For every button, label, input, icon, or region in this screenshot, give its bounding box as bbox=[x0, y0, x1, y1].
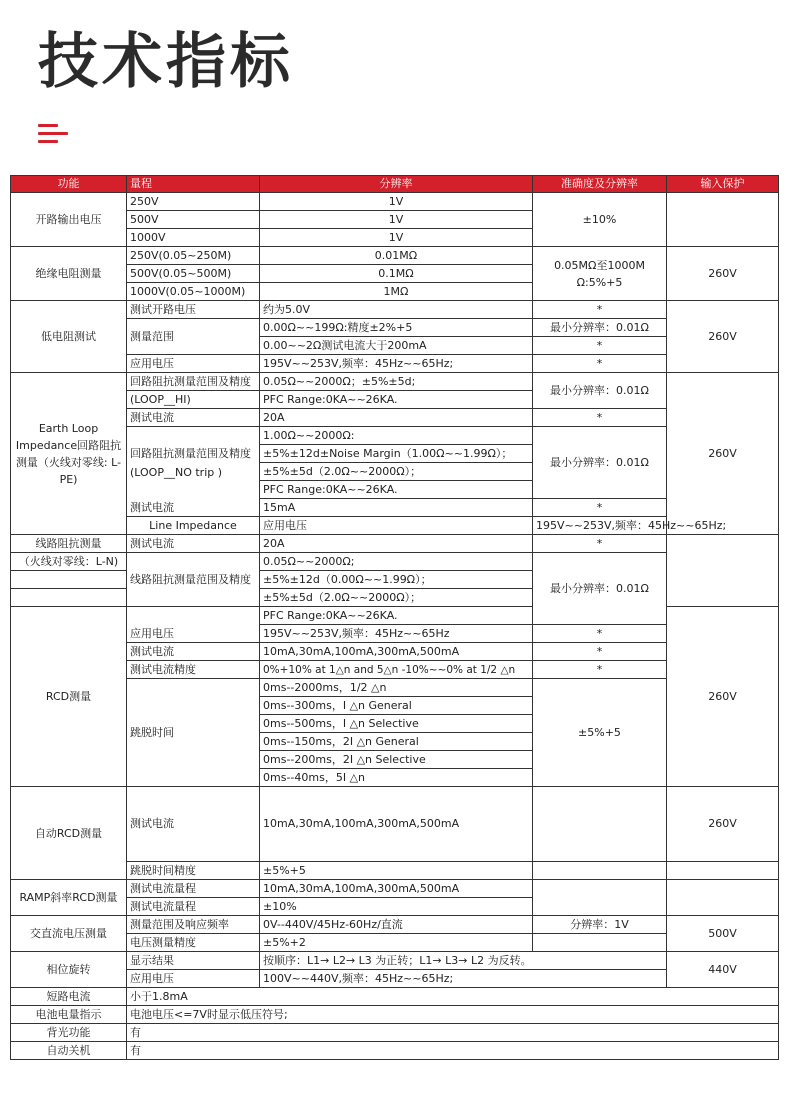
resolution-cell: 1MΩ bbox=[260, 283, 533, 301]
protection-cell: 260V bbox=[667, 787, 779, 862]
range-cell: 跳脱时间 bbox=[127, 679, 260, 787]
range-cell: 应用电压 bbox=[127, 970, 260, 988]
range-cell: (LOOP__HI) bbox=[127, 391, 260, 409]
resolution-cell: 1V bbox=[260, 229, 533, 247]
resolution-cell: PFC Range:0KA~~26KA. bbox=[260, 607, 533, 625]
resolution-cell: 10mA,30mA,100mA,300mA,500mA bbox=[260, 643, 533, 661]
accuracy-cell: * bbox=[533, 499, 667, 517]
protection-cell bbox=[667, 880, 779, 916]
table-row bbox=[11, 787, 779, 862]
resolution-cell: 0ms--300ms，I △n General bbox=[260, 697, 533, 715]
function-cell: 交直流电压测量 bbox=[11, 916, 127, 952]
accuracy-line: 0.05MΩ至1000M bbox=[554, 258, 645, 272]
range-cell: 测量范围 bbox=[127, 319, 260, 355]
table-row bbox=[11, 553, 779, 571]
range-cell: 测试电流 bbox=[127, 535, 260, 553]
resolution-cell: ±10% bbox=[260, 898, 533, 916]
value-cell: 小于1.8mA bbox=[127, 988, 779, 1006]
resolution-cell: 0ms--150ms，2I △n General bbox=[260, 733, 533, 751]
resolution-cell: ±5%±5d（2.0Ω~~2000Ω）； bbox=[260, 589, 533, 607]
resolution-cell: ±5%+2 bbox=[260, 934, 533, 952]
range-cell: 应用电压 bbox=[127, 625, 260, 643]
resolution-cell: 0.00Ω~~199Ω:精度±2%+5 bbox=[260, 319, 533, 337]
resolution-cell: 按顺序：L1→ L2→ L3 为正转；L1→ L3→ L2 为反转。 bbox=[260, 952, 667, 970]
range-cell: 500V bbox=[127, 211, 260, 229]
resolution-cell: 0.01MΩ bbox=[260, 247, 533, 265]
resolution-cell: 10mA,30mA,100mA,300mA,500mA bbox=[260, 787, 533, 862]
accuracy-cell: 最小分辨率：0.01Ω bbox=[533, 319, 667, 337]
protection-cell: 440V bbox=[667, 952, 779, 988]
range-cell: 测试电流 bbox=[127, 787, 260, 862]
accuracy-cell: * bbox=[533, 625, 667, 643]
table-row bbox=[11, 970, 779, 988]
range-cell: 测试电流精度 bbox=[127, 661, 260, 679]
table-row bbox=[11, 355, 779, 373]
accuracy-cell bbox=[533, 247, 667, 301]
function-cell: 开路输出电压 bbox=[11, 193, 127, 247]
accuracy-cell: 分辨率：1V bbox=[533, 916, 667, 934]
resolution-cell: 0ms--500ms，I △n Selective bbox=[260, 715, 533, 733]
protection-cell: 260V bbox=[667, 373, 779, 535]
accuracy-cell bbox=[533, 787, 667, 862]
range-cell: 测量范围及响应频率 bbox=[127, 916, 260, 934]
accuracy-cell bbox=[533, 880, 667, 916]
table-header bbox=[11, 176, 779, 193]
protection-cell: 260V bbox=[667, 247, 779, 301]
table-row bbox=[11, 1024, 779, 1042]
resolution-cell: 1V bbox=[260, 211, 533, 229]
protection-cell bbox=[667, 193, 779, 247]
resolution-cell: 0.05Ω~~2000Ω; bbox=[260, 553, 533, 571]
function-cell: 绝缘电阻测量 bbox=[11, 247, 127, 301]
resolution-cell: PFC Range:0KA~~26KA. bbox=[260, 481, 533, 499]
resolution-cell: 1.00Ω~~2000Ω: bbox=[260, 427, 533, 445]
resolution-cell: 0.05Ω~~2000Ω；±5%±5d; bbox=[260, 373, 533, 391]
table-row bbox=[11, 625, 779, 643]
resolution-cell: 0ms--2000ms，1/2 △n bbox=[260, 679, 533, 697]
table-row bbox=[11, 499, 779, 517]
function-cell bbox=[11, 571, 127, 589]
spec-table bbox=[10, 175, 779, 1060]
resolution-cell: 约为5.0V bbox=[260, 301, 533, 319]
table-row bbox=[11, 679, 779, 697]
function-cell: 自动关机 bbox=[11, 1042, 127, 1060]
protection-cell: 260V bbox=[667, 607, 779, 787]
function-cell: （火线对零线：L-N) bbox=[11, 553, 127, 571]
table-row bbox=[11, 934, 779, 952]
table-row bbox=[11, 862, 779, 880]
function-cell: 背光功能 bbox=[11, 1024, 127, 1042]
accuracy-cell: 最小分辨率：0.01Ω bbox=[533, 427, 667, 499]
function-cell: RAMP斜率RCD测量 bbox=[11, 880, 127, 916]
table-row bbox=[11, 880, 779, 898]
range-cell: 测试电流 bbox=[127, 499, 260, 517]
function-cell: Earth Loop Impedance回路阻抗测量（火线对零线: L-PE) bbox=[11, 373, 127, 535]
table-row bbox=[11, 247, 779, 265]
protection-cell: 500V bbox=[667, 916, 779, 952]
range-line: (LOOP__NO trip ) bbox=[130, 465, 223, 479]
menu-lines-icon bbox=[38, 124, 70, 146]
resolution-cell: PFC Range:0KA~~26KA. bbox=[260, 391, 533, 409]
accuracy-cell: * bbox=[533, 643, 667, 661]
range-cell: 电压测量精度 bbox=[127, 934, 260, 952]
table-row bbox=[11, 1042, 779, 1060]
resolution-cell: 20A bbox=[260, 409, 533, 427]
range-cell: 测试电流量程 bbox=[127, 898, 260, 916]
value-cell: 电池电压<=7V时显示低压符号; bbox=[127, 1006, 779, 1024]
accuracy-cell: * bbox=[533, 661, 667, 679]
page-title: 技术指标 bbox=[38, 27, 294, 97]
function-cell: 线路阻抗测量 bbox=[11, 535, 127, 553]
resolution-cell: 195V~~253V,频率：45Hz~~65Hz; bbox=[533, 517, 667, 535]
protection-cell: 260V bbox=[667, 301, 779, 373]
table-row bbox=[11, 916, 779, 934]
range-cell: 显示结果 bbox=[127, 952, 260, 970]
function-cell: 电池电量指示 bbox=[11, 1006, 127, 1024]
resolution-cell: 100V~~440V,频率：45Hz~~65Hz; bbox=[260, 970, 667, 988]
range-cell: 测试开路电压 bbox=[127, 301, 260, 319]
value-cell: 有 bbox=[127, 1042, 779, 1060]
accuracy-cell: * bbox=[533, 301, 667, 319]
range-cell: 测试电流 bbox=[127, 643, 260, 661]
table-row bbox=[11, 1006, 779, 1024]
function-cell: Line Impedance bbox=[127, 517, 260, 535]
resolution-cell: 20A bbox=[260, 535, 533, 553]
header-accuracy: 准确度及分辨率 bbox=[533, 176, 667, 193]
resolution-cell: 15mA bbox=[260, 499, 533, 517]
range-cell: 跳脱时间精度 bbox=[127, 862, 260, 880]
table-row bbox=[11, 661, 779, 679]
function-cell: 短路电流 bbox=[11, 988, 127, 1006]
range-cell: 回路阻抗测量范围及精度 bbox=[127, 373, 260, 391]
accuracy-cell: * bbox=[533, 355, 667, 373]
range-cell: 线路阻抗测量范围及精度 bbox=[127, 553, 260, 607]
resolution-cell: 0.00~~2Ω测试电流大于200mA bbox=[260, 337, 533, 355]
range-cell bbox=[127, 607, 260, 625]
resolution-cell: 1V bbox=[260, 193, 533, 211]
range-line: 回路阻抗测量范围及精度 bbox=[130, 446, 251, 460]
resolution-cell: 0ms--40ms，5I △n bbox=[260, 769, 533, 787]
table-row bbox=[11, 988, 779, 1006]
resolution-cell: 0V--440V/45Hz-60Hz/直流 bbox=[260, 916, 533, 934]
range-cell: 应用电压 bbox=[127, 355, 260, 373]
table-row bbox=[11, 319, 779, 337]
range-cell: 应用电压 bbox=[260, 517, 533, 535]
accuracy-cell: ±5%+5 bbox=[533, 679, 667, 787]
range-cell: 1000V(0.05~1000M) bbox=[127, 283, 260, 301]
table-row bbox=[11, 535, 779, 553]
function-cell: RCD测量 bbox=[11, 607, 127, 787]
accuracy-cell bbox=[533, 862, 667, 880]
table-row bbox=[11, 643, 779, 661]
table-row bbox=[11, 952, 779, 970]
table-row bbox=[11, 193, 779, 211]
accuracy-cell: * bbox=[533, 535, 667, 553]
accuracy-cell: ±10% bbox=[533, 193, 667, 247]
table-row bbox=[11, 373, 779, 391]
accuracy-cell: 最小分辨率：0.01Ω bbox=[533, 373, 667, 409]
function-cell: 相位旋转 bbox=[11, 952, 127, 988]
table-row bbox=[11, 409, 779, 427]
resolution-cell: ±5%±12d（0.00Ω~~1.99Ω）； bbox=[260, 571, 533, 589]
range-cell: 测试电流 bbox=[127, 409, 260, 427]
accuracy-line: Ω:5%+5 bbox=[576, 275, 623, 289]
accuracy-cell: 最小分辨率：0.01Ω bbox=[533, 553, 667, 625]
resolution-cell: 195V~~253V,频率：45Hz~~65Hz; bbox=[260, 355, 533, 373]
protection-cell bbox=[667, 862, 779, 880]
accuracy-cell bbox=[533, 934, 667, 952]
resolution-cell: 10mA,30mA,100mA,300mA,500mA bbox=[260, 880, 533, 898]
table-row bbox=[11, 517, 779, 535]
header-function: 功能 bbox=[11, 176, 127, 193]
function-cell bbox=[11, 589, 127, 607]
resolution-cell: ±5%±12d±Noise Margin（1.00Ω~~1.99Ω）； bbox=[260, 445, 533, 463]
accuracy-cell: * bbox=[533, 337, 667, 355]
header-protection: 输入保护 bbox=[667, 176, 779, 193]
resolution-cell: 0ms--200ms，2I △n Selective bbox=[260, 751, 533, 769]
table-row bbox=[11, 427, 779, 445]
range-cell: 1000V bbox=[127, 229, 260, 247]
header-range: 量程 bbox=[127, 176, 260, 193]
range-cell bbox=[127, 427, 260, 499]
range-cell: 测试电流量程 bbox=[127, 880, 260, 898]
table-row bbox=[11, 301, 779, 319]
function-cell: 自动RCD测量 bbox=[11, 787, 127, 880]
resolution-cell: 195V~~253V,频率：45Hz~~65Hz bbox=[260, 625, 533, 643]
header-resolution: 分辨率 bbox=[260, 176, 533, 193]
value-cell: 有 bbox=[127, 1024, 779, 1042]
range-cell: 250V bbox=[127, 193, 260, 211]
resolution-cell: ±5%±5d（2.0Ω~~2000Ω）； bbox=[260, 463, 533, 481]
range-cell: 500V(0.05~500M) bbox=[127, 265, 260, 283]
resolution-cell: 0%+10% at 1△n and 5△n -10%~~0% at 1/2 △n bbox=[260, 661, 533, 679]
resolution-cell: 0.1MΩ bbox=[260, 265, 533, 283]
resolution-cell: ±5%+5 bbox=[260, 862, 533, 880]
range-cell: 250V(0.05~250M) bbox=[127, 247, 260, 265]
function-cell: 低电阻测试 bbox=[11, 301, 127, 373]
accuracy-cell: * bbox=[533, 409, 667, 427]
